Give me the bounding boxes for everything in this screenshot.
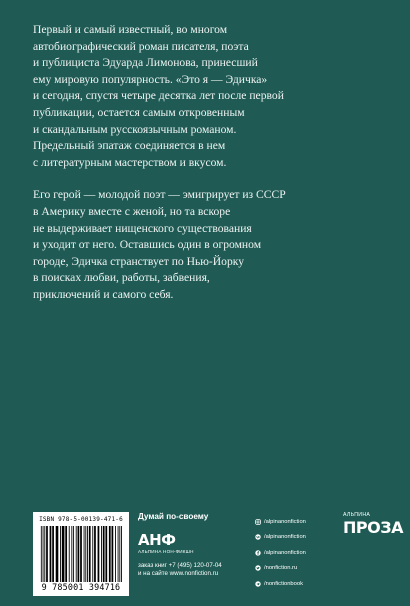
barcode-bar xyxy=(112,526,114,582)
barcode-bar xyxy=(121,526,122,582)
social-handle: /alpinanonfiction xyxy=(264,534,306,541)
telegram-icon xyxy=(255,581,261,587)
barcode-bar xyxy=(105,526,107,582)
social-item-telegram xyxy=(255,576,325,592)
facebook-icon xyxy=(255,550,261,556)
barcode-bar xyxy=(71,526,72,582)
social-item-instagram xyxy=(255,514,325,530)
publisher-logo-subtitle: АЛЬПИНА НОН-ФИКШН xyxy=(138,549,194,554)
social-handle: /nonfiction.ru xyxy=(264,565,298,572)
barcode-bar xyxy=(115,526,116,582)
order-site: и на сайте www.nonfiction.ru xyxy=(138,570,219,578)
blurb-line: не выдерживает нищенского существования xyxy=(33,221,252,235)
blurb-line: городе, Эдичка странствует по Нью-Йорку xyxy=(33,254,245,268)
publisher-logo xyxy=(138,533,248,554)
barcode-bar xyxy=(46,526,48,582)
barcode-bar xyxy=(65,526,67,582)
barcode-bar xyxy=(103,526,105,582)
social-item-vk xyxy=(255,530,325,546)
barcode-bar xyxy=(44,526,45,582)
blurb-line: в Америку вместе с женой, но та вскоре xyxy=(33,204,231,218)
blurb-line: автобиографический роман писателя, поэта xyxy=(33,39,249,53)
barcode-bar xyxy=(52,526,54,582)
order-info xyxy=(138,562,248,578)
barcode-bar xyxy=(87,526,88,582)
series-publisher: АЛЬПИНА xyxy=(343,512,371,518)
barcode-bar xyxy=(80,526,82,582)
blurb-line: и сегодня, спустя четыре десятка лет после первой xyxy=(33,89,284,103)
blurb-line: ему мировую популярность. «Это я — Эдичка» xyxy=(33,72,268,86)
blurb-line: и уходит от него. Оставшись один в огромном xyxy=(33,238,262,252)
order-phone: заказ книг +7 (495) 120-07-04 xyxy=(138,562,222,569)
barcode-bar xyxy=(69,526,70,582)
social-item-twitter xyxy=(255,561,325,577)
blurb-line: приключений и самого себя. xyxy=(33,287,174,301)
barcode-bar xyxy=(50,526,52,582)
twitter-icon xyxy=(255,565,261,571)
book-blurb xyxy=(33,22,379,320)
barcode-bar xyxy=(84,526,85,582)
barcode-bar xyxy=(60,526,61,582)
publisher-slogan: Думай по-своему xyxy=(138,512,209,521)
barcode-bar xyxy=(73,526,74,582)
barcode-bar xyxy=(94,526,96,582)
social-handle: /alpinanonfiction xyxy=(264,518,306,525)
blurb-line: с литературным мастерством и вкусом. xyxy=(33,155,227,169)
blurb-paragraph-1 xyxy=(33,22,379,171)
series-name: ПРОЗА xyxy=(343,518,403,537)
social-item-facebook xyxy=(255,545,325,561)
series-logo xyxy=(343,512,403,537)
barcode-bar xyxy=(92,526,93,582)
barcode-bar xyxy=(89,526,91,582)
barcode-bar xyxy=(56,526,59,582)
blurb-line: Его герой — молодой поэт — эмигрирует из СССР xyxy=(33,188,286,202)
barcode-bar xyxy=(78,526,80,582)
barcode-bar xyxy=(119,526,120,582)
instagram-icon xyxy=(255,519,261,525)
blurb-line: и публициста Эдуарда Лимонова, принесший xyxy=(33,56,258,70)
isbn-barcode xyxy=(33,512,129,596)
ean-number: 9 785001 394716 xyxy=(41,582,121,592)
publisher-block xyxy=(138,512,248,578)
barcode-bar xyxy=(62,526,65,582)
publisher-logo-mark: АНФ xyxy=(138,531,176,549)
isbn-number: ISBN 978-5-00139-471-6 xyxy=(39,516,123,523)
blurb-line: в поисках любви, работы, забвения, xyxy=(33,271,210,285)
barcode-bar xyxy=(101,526,102,582)
social-links xyxy=(255,514,325,592)
barcode-bar xyxy=(118,526,119,582)
barcode-bar xyxy=(98,526,100,582)
blurb-line: и скандальным русскоязычным романом. xyxy=(33,122,237,136)
vk-icon xyxy=(255,534,261,540)
barcode-bar xyxy=(43,526,44,582)
barcode-bars xyxy=(40,526,124,582)
social-handle: /alpinanonfiction xyxy=(264,549,306,556)
barcode-bar xyxy=(41,526,42,582)
barcode-bar xyxy=(109,526,111,582)
blurb-paragraph-2 xyxy=(33,187,379,303)
blurb-line: публикации, остается самым откровенным xyxy=(33,105,245,119)
barcode-bar xyxy=(76,526,77,582)
barcode-bar xyxy=(85,526,86,582)
blurb-line: Предельный эпатаж соединяется в нем xyxy=(33,139,226,153)
blurb-line: Первый и самый известный, во многом xyxy=(33,23,228,36)
social-handle: /nonfictionbook xyxy=(264,580,303,587)
